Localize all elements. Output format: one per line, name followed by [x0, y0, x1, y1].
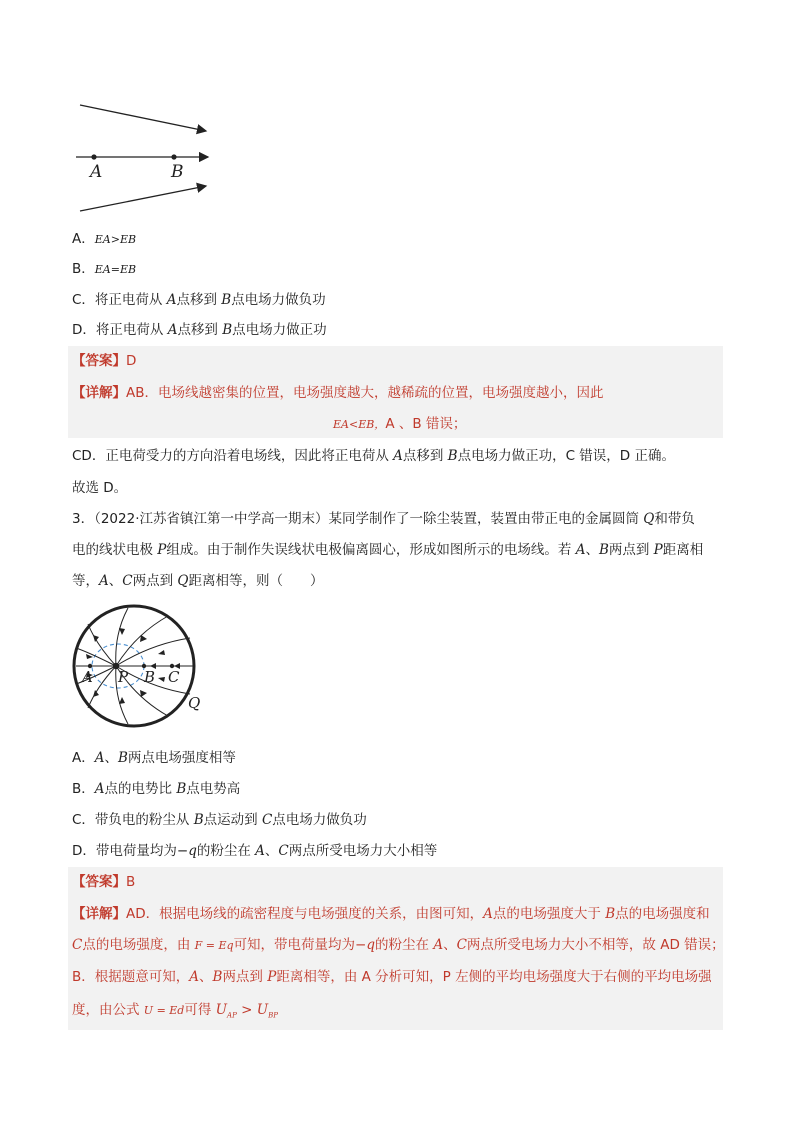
q3d-post: 两点所受电场力大小相等 [288, 843, 438, 859]
stem3-c: C [122, 573, 133, 589]
label-p: P [118, 668, 129, 686]
d1-post: 点的电场强度和 [615, 906, 710, 922]
stem1-end: 和带负 [654, 511, 695, 527]
stem3-end: 距离相等，则（ ） [188, 573, 324, 589]
d4-u2: U [256, 1002, 269, 1018]
label-a: A [82, 668, 93, 686]
dust-collector-figure [66, 604, 216, 738]
detail-text: AB．电场线越密集的位置，电场强度越大，越稀疏的位置，电场强度越小，因此 [126, 385, 604, 401]
q2-option-c [72, 290, 326, 310]
d1-b: B [605, 906, 616, 922]
d3-p: P [267, 969, 277, 985]
d2-mid2: 的粉尘在 [375, 937, 434, 953]
stem3-sep: 、 [108, 573, 123, 589]
d3-pre: B．根据题意可知， [72, 969, 190, 985]
q3a-post: 两点电场强度相等 [127, 750, 236, 766]
q3b-pre: B． [72, 781, 95, 797]
d1-mid: 点的电场强度大于 [492, 906, 606, 922]
stem3-a: A [99, 573, 109, 589]
q3c-pre: C．带负电的粉尘从 [72, 812, 194, 828]
d2-q: q [366, 937, 376, 953]
stem1-q: Q [643, 511, 655, 527]
d3-mid: 两点到 [222, 969, 268, 985]
d4-u1: U [215, 1002, 228, 1018]
q2-detail-line1 [72, 383, 604, 403]
detail3-pre: CD．正电荷受力的方向沿着电场线，因此将正电荷从 [72, 448, 394, 464]
d2-sep: 、 [443, 937, 457, 953]
q3-option-c [72, 810, 367, 830]
d3-post: 距离相等，由 A 分析可知，P 左侧的平均电场强度大于右侧的平均电场强 [276, 969, 712, 985]
answer-value: D [126, 353, 137, 369]
option-d-point-b: B [222, 322, 233, 338]
q3d-pre: D．带电荷量均为− [72, 843, 189, 859]
field-lines-figure-1 [70, 95, 220, 220]
d2-c2: C [456, 937, 467, 953]
point-b [171, 154, 176, 159]
q3-detail-line4 [72, 1000, 278, 1026]
option-d-suffix: 点电场力做正功 [232, 322, 327, 338]
q3d-sep: 、 [264, 843, 279, 859]
q3-detail-line2 [72, 935, 725, 956]
option-b-expr: EA=EB [94, 263, 137, 276]
stem3-q: Q [177, 573, 189, 589]
d2-formula: F = Eq [194, 939, 234, 952]
field-line-bottom [80, 186, 206, 211]
label-b: B [144, 668, 156, 686]
detail3-b: B [447, 448, 458, 464]
stem2-mid: 组成。由于制作失误线状电极偏离圆心，形成如图所示的电场线。若 [166, 542, 576, 558]
option-d-mid: 点移到 [177, 322, 223, 338]
q3-detail-line3 [72, 967, 712, 987]
d4-u1-sub: AP [227, 1011, 237, 1020]
option-a-prefix: A． [72, 231, 95, 247]
detail3-a: A [393, 448, 403, 464]
q3d-q: q [188, 843, 197, 859]
option-c-point-b: B [221, 292, 232, 308]
label-b: B [171, 162, 184, 182]
option-c-text: C．将正电荷从 [72, 292, 167, 308]
answer-label: 【答案】 [72, 353, 126, 369]
q3-stem-line3 [72, 571, 323, 591]
q3-detail-label: 【详解】 [72, 906, 126, 922]
stem2-b: B [598, 542, 609, 558]
option-c-mid: 点移到 [176, 292, 222, 308]
q3-stem-line2 [72, 540, 703, 560]
q3-option-a [72, 748, 236, 768]
stem1: 3．（2022·江苏省镇江第一中学高一期末）某同学制作了一除尘装置，装置由带正电的金属圆筒 [72, 511, 644, 527]
q3b-a: A [94, 781, 105, 797]
q3-stem-line1 [72, 509, 695, 529]
stem2-p2: P [653, 542, 663, 558]
point-a [91, 154, 96, 159]
d4-gt: > [236, 1002, 257, 1018]
d1-a: A [483, 906, 493, 922]
label-q: Q [188, 694, 201, 712]
stem2-p: P [157, 542, 167, 558]
q3a-a: A [94, 750, 105, 766]
detail-label: 【详解】 [72, 385, 126, 401]
q3d-c: C [278, 843, 289, 859]
q3c-b: B [193, 812, 204, 828]
stem2-pre: 电的线状电极 [72, 542, 158, 558]
d4-formula: U = Ed [143, 1004, 185, 1017]
q3-answer-value: B [126, 874, 136, 890]
d4-mid: 可得 [184, 1002, 216, 1018]
stem2-a: A [575, 542, 586, 558]
q3c-post: 点电场力做负功 [272, 812, 367, 828]
q3b-b: B [176, 781, 187, 797]
q3a-pre: A． [72, 750, 95, 766]
d3-a: A [189, 969, 200, 985]
q2-detail-line3 [72, 446, 675, 466]
q2-option-d [72, 320, 327, 340]
q3c-mid: 点运动到 [203, 812, 262, 828]
detail3-mid: 点移到 [402, 448, 448, 464]
option-d-point-a: A [167, 322, 178, 338]
q3b-post: 点电势高 [186, 781, 241, 797]
d1-pre: AD．根据电场线的疏密程度与电场强度的关系，由图可知， [126, 906, 484, 922]
option-a-expr: EA>EB [94, 233, 137, 246]
d3-sep: 、 [199, 969, 213, 985]
stem2-tail: 距离相 [662, 542, 704, 558]
q3-detail-line1 [72, 904, 710, 924]
q2-option-a [72, 229, 136, 250]
label-c: C [168, 668, 180, 686]
detail-expr: EA<EB， [333, 418, 386, 431]
stem3-pre: 等， [72, 573, 99, 589]
d4-u2-sub: BP [268, 1011, 278, 1020]
d2-mid: 可知，带电荷量均为− [233, 937, 367, 953]
q2-option-b [72, 259, 136, 280]
field-line-top [80, 105, 206, 131]
option-d-text: D．将正电荷从 [72, 322, 168, 338]
q3b-mid: 点的电势比 [104, 781, 177, 797]
option-c-point-a: A [166, 292, 177, 308]
d2-a: A [433, 937, 444, 953]
q2-detail-line2 [333, 414, 466, 435]
d3-b: B [212, 969, 223, 985]
d2-post: 两点所受电场力大小不相等，故 AD 错误； [466, 937, 725, 953]
option-c-suffix: 点电场力做负功 [231, 292, 326, 308]
q3a-sep: 、 [104, 750, 118, 766]
q3c-c: C [261, 812, 273, 828]
d2-pre: 点的电场强度，由 [82, 937, 195, 953]
stem3-mid: 两点到 [132, 573, 178, 589]
q3-option-b [72, 779, 240, 799]
q3-answer [72, 872, 135, 892]
detail3-post: 点电场力做正功，C 错误，D 正确。 [457, 448, 675, 464]
d2-c: C [72, 937, 83, 953]
d4-pre: 度，由公式 [72, 1002, 144, 1018]
q2-conclusion: 故选 D。 [72, 480, 128, 496]
q3d-mid: 的粉尘在 [196, 843, 256, 859]
stem2-end: 两点到 [608, 542, 654, 558]
q2-answer [72, 351, 136, 371]
detail-rest: A 、B 错误； [385, 416, 467, 432]
stem2-sep: 、 [585, 542, 599, 558]
option-b-prefix: B． [72, 261, 95, 277]
q3a-b: B [118, 750, 128, 766]
label-a: A [90, 162, 103, 182]
q3-answer-label: 【答案】 [72, 874, 126, 890]
q3d-a: A [255, 843, 265, 859]
q3-option-d [72, 841, 437, 861]
